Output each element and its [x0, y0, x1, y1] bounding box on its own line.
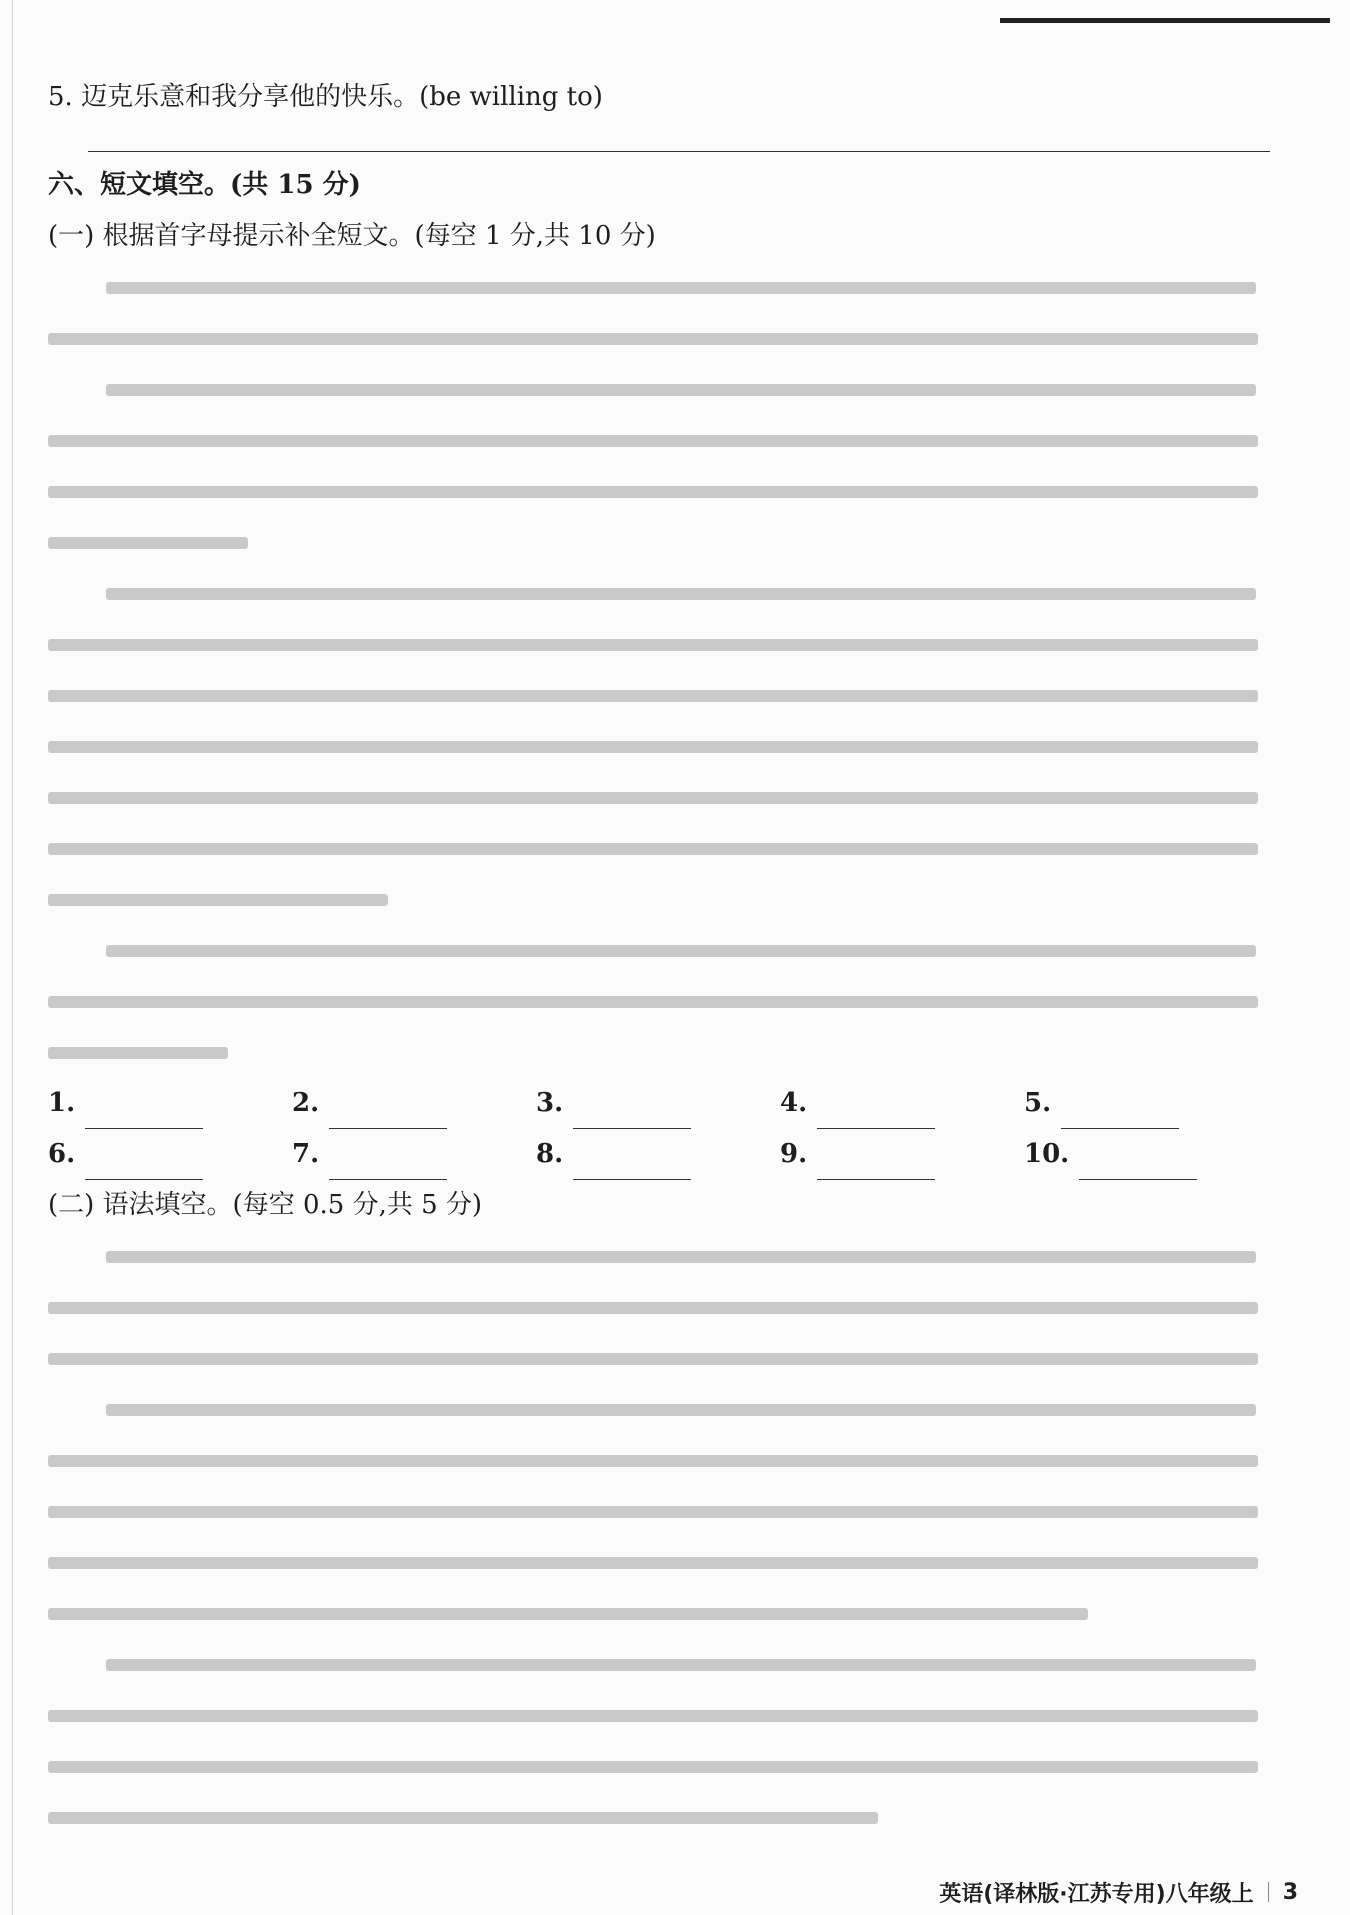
- left-margin-rule: [12, 0, 13, 1915]
- book-title: 英语(译林版·江苏专用)八年级上: [939, 1881, 1254, 1907]
- question-5: 5. 迈克乐意和我分享他的快乐。(be willing to): [48, 82, 603, 112]
- worksheet-content: [48, 72, 1270, 1843]
- passage-2: [48, 1231, 1270, 1843]
- answer-blank-3[interactable]: 3.: [536, 1078, 780, 1129]
- answer-blank-1[interactable]: 1.: [48, 1078, 292, 1129]
- answer-blank-7[interactable]: 7.: [292, 1129, 536, 1180]
- page-footer: [939, 1876, 1298, 1908]
- passage-1: [48, 262, 1270, 1078]
- answer-blank-4[interactable]: 4.: [780, 1078, 1024, 1129]
- part-1-heading: (一) 根据首字母提示补全短文。(每空 1 分,共 10 分): [48, 221, 656, 251]
- question-5-answer-line[interactable]: [88, 123, 1270, 152]
- answer-blank-5[interactable]: 5.: [1024, 1078, 1268, 1129]
- answer-blank-10[interactable]: 10.: [1024, 1129, 1268, 1180]
- answer-blank-2[interactable]: 2.: [292, 1078, 536, 1129]
- section-6-heading: 六、短文填空。(共 15 分): [48, 170, 361, 200]
- answer-blank-8[interactable]: 8.: [536, 1129, 780, 1180]
- footer-separator: [1268, 1882, 1269, 1902]
- answer-row-1: [48, 1078, 1270, 1129]
- answer-row-2: [48, 1129, 1270, 1180]
- answer-blank-9[interactable]: 9.: [780, 1129, 1024, 1180]
- answer-blank-6[interactable]: 6.: [48, 1129, 292, 1180]
- page-number: 3: [1282, 1879, 1298, 1905]
- part-2-heading: (二) 语法填空。(每空 0.5 分,共 5 分): [48, 1190, 483, 1220]
- top-rule: [1000, 18, 1330, 23]
